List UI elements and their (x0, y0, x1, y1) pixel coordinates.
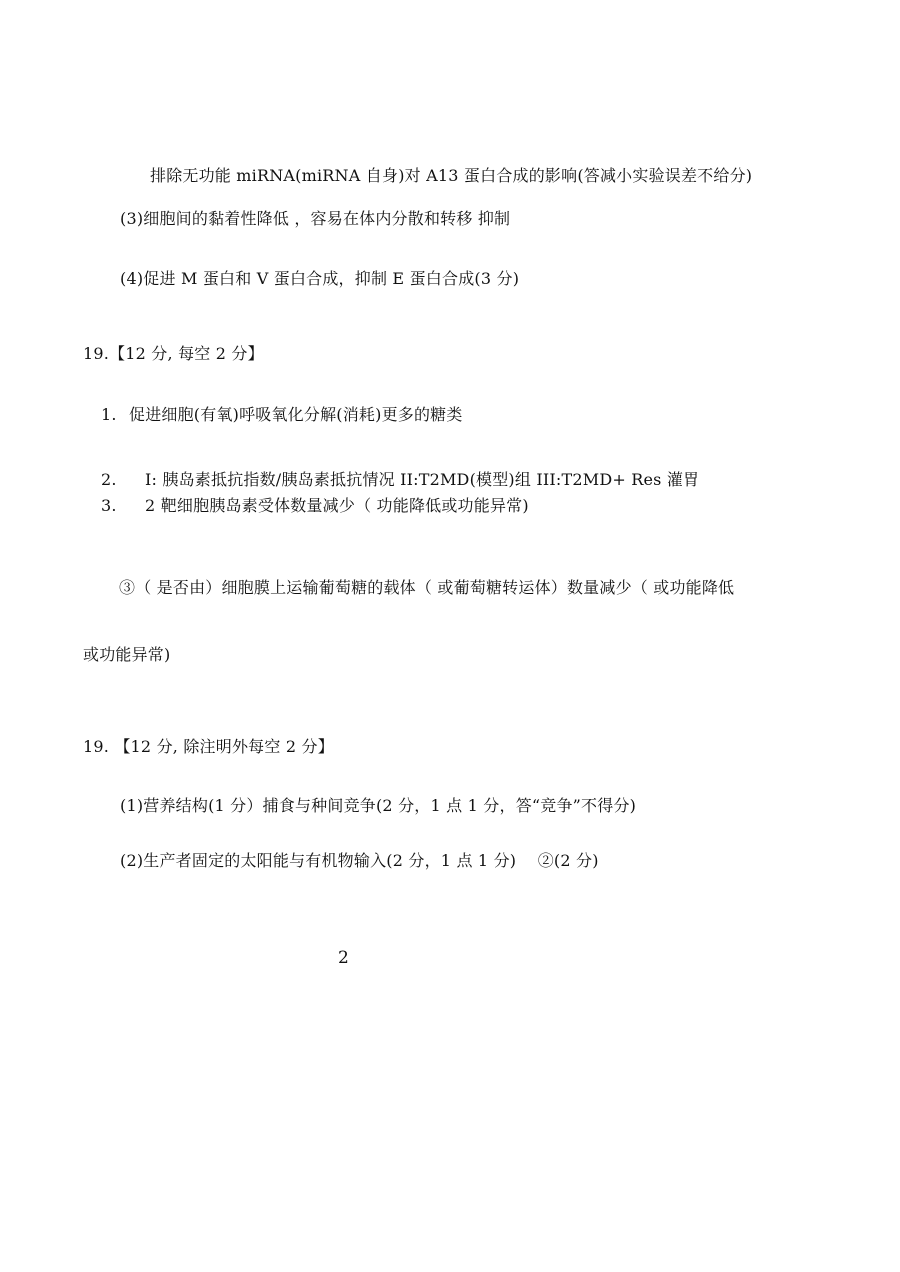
page-number: 2 (338, 948, 349, 968)
list-item-text: I: 胰岛素抵抗指数/胰岛素抵抗情况 II:T2MD(模型)组 III:T2MD+ Res 灌胃 (145, 470, 700, 489)
question-19-header-a: 19.【12 分, 每空 2 分】 (83, 344, 264, 363)
answer-line-circle3: ③（ 是否由）细胞膜上运输葡萄糖的载体（ 或葡萄糖转运体）数量减少（ 或功能降低 (119, 578, 735, 597)
list-item-number: 3. (101, 496, 117, 515)
list-item-3 (101, 496, 529, 516)
question-19-header-b: 19. 【12 分, 除注明外每空 2 分】 (83, 737, 334, 756)
answer-line-mirna: 排除无功能 miRNA(miRNA 自身)对 A13 蛋白合成的影响(答减小实验误差不给分) (150, 166, 753, 185)
list-item-number: 1. (101, 405, 117, 424)
list-item-2 (101, 470, 699, 490)
list-item-number: 2. (101, 470, 117, 489)
answer-line-4: (4)促进 M 蛋白和 V 蛋白合成，抑制 E 蛋白合成(3 分) (120, 269, 520, 288)
answer-line-b1: (1)营养结构(1 分）捕食与种间竞争(2 分，1 点 1 分，答“竞争”不得分) (120, 796, 637, 815)
answer-line-3: (3)细胞间的黏着性降低 ，容易在体内分散和转移 抑制 (120, 209, 511, 228)
list-item-text: 促进细胞(有氧)呼吸氧化分解(消耗)更多的糖类 (129, 405, 463, 424)
list-item-text: 2 靶细胞胰岛素受体数量减少（ 功能降低或功能异常) (145, 496, 529, 515)
answer-line-b2: (2)生产者固定的太阳能与有机物输入(2 分，1 点 1 分) ②(2 分) (120, 851, 599, 870)
list-item-1 (101, 405, 463, 425)
answer-line-circle3-continued: 或功能异常) (83, 645, 171, 664)
